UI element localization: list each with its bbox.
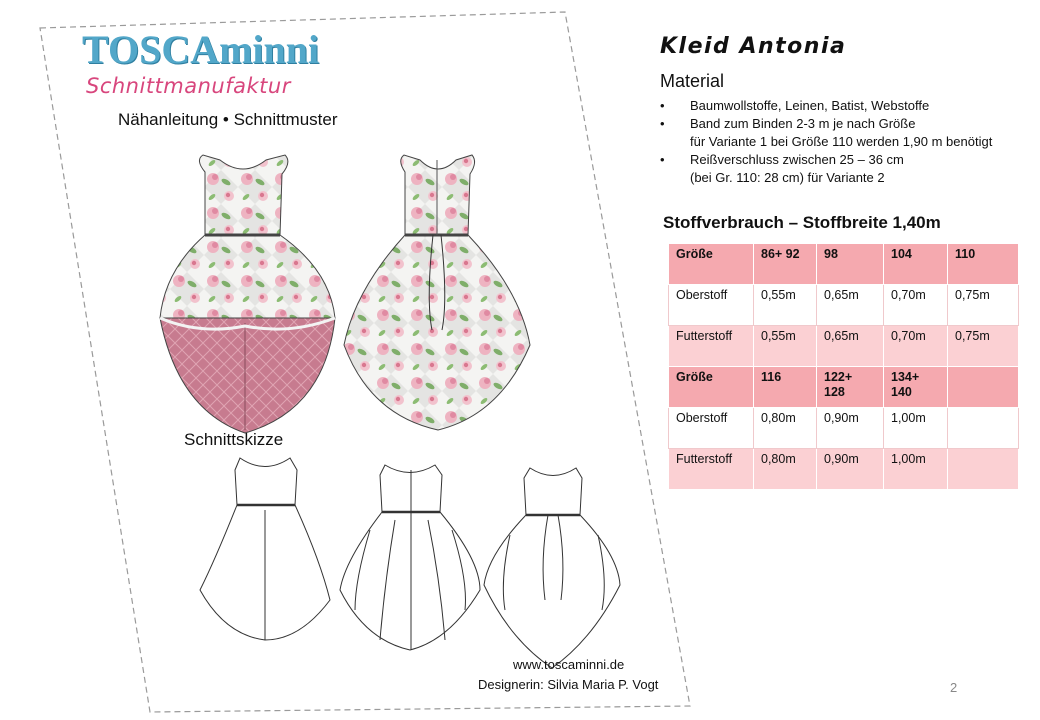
page-number: 2 xyxy=(950,680,958,695)
fabric-usage-table xyxy=(668,243,1019,490)
logo-tagline: Schnittmanufaktur xyxy=(86,74,291,98)
table-cell: 0,90m xyxy=(817,408,884,449)
table-cell xyxy=(948,408,1019,449)
table-cell: Futterstoff xyxy=(669,326,754,367)
table-cell: 98 xyxy=(817,244,884,285)
table-row xyxy=(669,367,1019,408)
table-row xyxy=(669,326,1019,367)
material-heading: Material xyxy=(660,71,725,91)
table-row xyxy=(669,449,1019,490)
table-cell: 0,70m xyxy=(884,285,948,326)
table-cell: Oberstoff xyxy=(669,408,754,449)
designer-credit: Designerin: Silvia Maria P. Vogt xyxy=(478,677,659,692)
table-cell: Oberstoff xyxy=(669,285,754,326)
table-row xyxy=(669,285,1019,326)
table-cell: 0,80m xyxy=(754,449,817,490)
table-cell: 0,70m xyxy=(884,326,948,367)
table-row xyxy=(669,408,1019,449)
table-cell: Größe xyxy=(669,367,754,408)
table-cell: 110 xyxy=(948,244,1019,285)
table-cell: Futterstoff xyxy=(669,449,754,490)
table-cell: 1,00m xyxy=(884,408,948,449)
cover-subtitle: Nähanleitung • Schnittmuster xyxy=(118,110,338,129)
table-cell: 134+ 140 xyxy=(884,367,948,408)
table-cell: 0,55m xyxy=(754,326,817,367)
table-cell xyxy=(948,367,1019,408)
logo-wordmark: TOSCAminni xyxy=(82,27,320,72)
table-row xyxy=(669,244,1019,285)
table-cell: 0,90m xyxy=(817,449,884,490)
table-cell: 0,75m xyxy=(948,326,1019,367)
table-cell: 116 xyxy=(754,367,817,408)
website-link[interactable]: www.toscaminni.de xyxy=(513,657,625,672)
table-cell: 0,55m xyxy=(754,285,817,326)
table-cell: 0,65m xyxy=(817,285,884,326)
table-cell: 0,80m xyxy=(754,408,817,449)
table-cell: 86+ 92 xyxy=(754,244,817,285)
fabric-usage-heading: Stoffverbrauch – Stoffbreite 1,40m xyxy=(663,213,941,232)
table-cell: 104 xyxy=(884,244,948,285)
table-cell: 0,65m xyxy=(817,326,884,367)
table-cell: Größe xyxy=(669,244,754,285)
table-cell: 0,75m xyxy=(948,285,1019,326)
page-title: Kleid Antonia xyxy=(660,34,847,59)
list-item: • Reißverschluss zwischen 25 – 36 cm (bei Gr. 110: 28 cm) für Variante 2 xyxy=(660,151,1035,187)
table-cell xyxy=(948,449,1019,490)
brand-logo xyxy=(82,27,320,72)
sketch-heading: Schnittskizze xyxy=(184,430,284,449)
list-item: • Baumwollstoffe, Leinen, Batist, Webstoffe xyxy=(660,97,1035,115)
table-cell: 1,00m xyxy=(884,449,948,490)
list-item: • Band zum Binden 2-3 m je nach Größe für Variante 1 bei Größe 110 werden 1,90 m benötigt xyxy=(660,115,1035,151)
material-list xyxy=(660,97,1035,187)
table-cell: 122+ 128 xyxy=(817,367,884,408)
